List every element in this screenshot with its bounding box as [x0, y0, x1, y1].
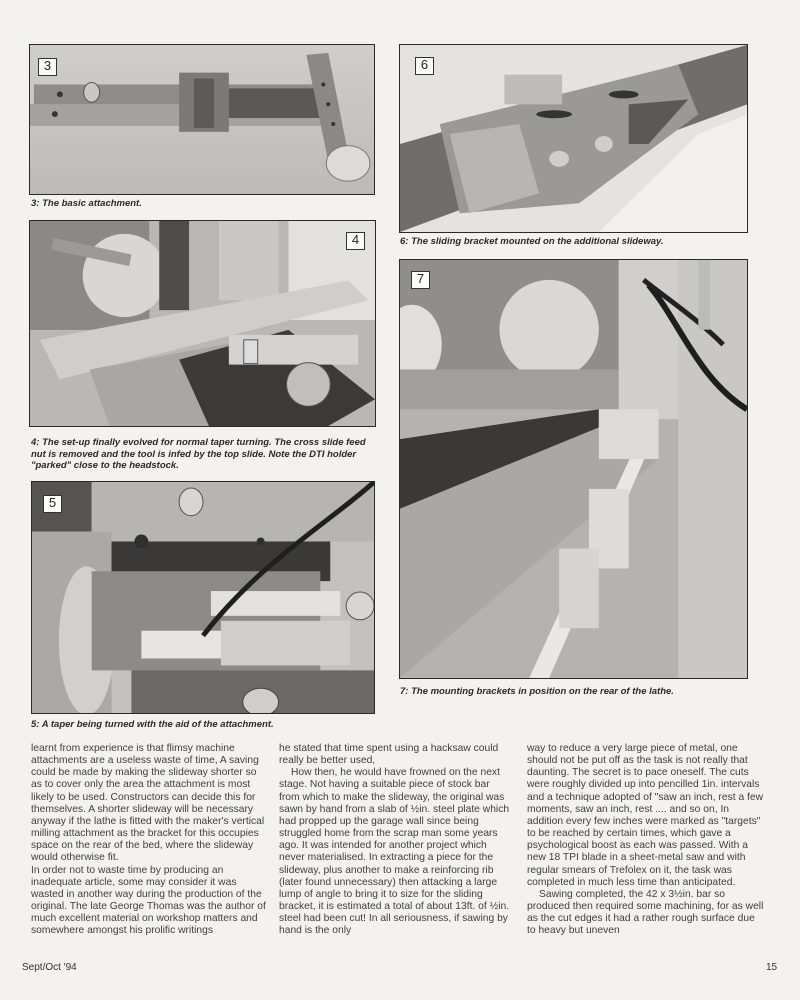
paragraph: he stated that time spent using a hacksaw could really be better used,: [279, 743, 499, 767]
sliding-bracket-photo: [400, 45, 747, 232]
taper-turning-photo: [32, 482, 374, 713]
figure-5-photo: [31, 481, 375, 714]
issue-date: Sept/Oct '94: [22, 962, 77, 973]
figure-7-caption: 7: The mounting brackets in position on the rear of the lathe.: [400, 686, 674, 697]
figure-4-photo: [29, 220, 376, 427]
paragraph: In order not to waste time by producing an inadequate article, some may consider it was wasted in another way during the production of the original. The late George Thomas was the author of much excellent material on workshop matters and somewhere amongst his prolific writings: [31, 864, 266, 937]
mounting-brackets-photo: [400, 260, 747, 678]
figure-3-caption: 3: The basic attachment.: [31, 198, 142, 209]
figure-7-number: 7: [411, 271, 430, 289]
lathe-setup-photo: [30, 221, 375, 426]
figure-3-photo: [29, 44, 375, 195]
figure-6-caption: 6: The sliding bracket mounted on the additional slideway.: [400, 236, 664, 247]
figure-7-photo: [399, 259, 748, 679]
paragraph: How then, he would have frowned on the next stage. Not having a suitable piece of stock bar from which to make the slideway, the original was sawn by hand from a slab of ½in. steel plate which had propped up the garage wall since being struggled home from the scrap man some years ago. It was intended for another project which never materialised. In extracting a piece for the slideway, plus another to make a reinforcing rib (later found unnecessary) then attacking a large lump of angle to bring it to size for the sliding bracket, it is estimated a total of about 13ft. of ½in. steel had been cut! In all seriousness, if sawing by hand is the only: [279, 767, 510, 937]
body-column-1: [31, 743, 266, 938]
paragraph: Sawing completed, the 42 x 3½in. bar so produced then required some machining, for as well as the cut edges it had a rather rough surface due to heavy but uneven: [527, 888, 764, 937]
figure-4-caption: 4: The set-up finally evolved for normal taper turning. The cross slide feed nut is removed and the tool is infed by the top slide. Note the DTI holder "parked" close to the headstock.: [31, 437, 366, 471]
figure-6-photo: [399, 44, 748, 233]
paragraph: way to reduce a very large piece of metal, one should not be put off as the task is not really that daunting. The secret is to pace oneself. The cuts were roughly divided up into pencilled 1in. intervals and a technique adopted of "saw an inch, rest a few moments, saw an inch, rest .... and so on, In addition every few inches were marked as "targets" to be reached by certain times, which gave a psychological boost as each was passed. With a new 18 TPI blade in a sheet-metal saw and with regular smears of Trefolex on it, the task was completed in much less time than anticipated.: [527, 743, 764, 888]
figure-6-number: 6: [415, 57, 434, 75]
lathe-attachment-photo: [30, 45, 374, 194]
figure-5-caption: 5: A taper being turned with the aid of the attachment.: [31, 719, 274, 730]
paragraph: learnt from experience is that flimsy machine attachments are a useless waste of time, A saving could be made by making the slideway shorter so as to cover only the area the attachment is most likely to be used. Constructors can decide this for themselves. A shorter slideway will be necessary anyway if the lathe is fitted with the maker's vertical milling attachment as the bracket for this occupies space on the rear of the bed, where the slideway would otherwise fit.: [31, 743, 265, 864]
figure-5-number: 5: [43, 495, 62, 513]
figure-4-number: 4: [346, 232, 365, 250]
body-column-2: [279, 743, 513, 938]
body-column-3: [527, 743, 765, 938]
page-number: 15: [766, 962, 778, 973]
figure-3-number: 3: [38, 58, 57, 76]
